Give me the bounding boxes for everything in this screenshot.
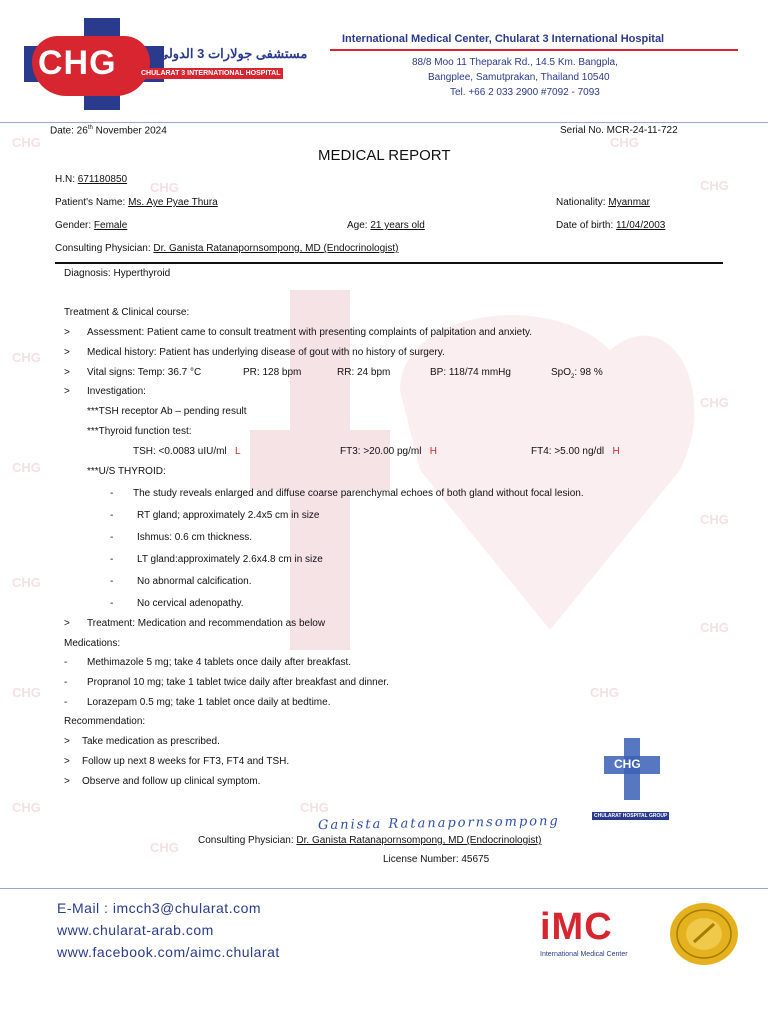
stamp-text: CHULARAT HOSPITAL GROUP	[594, 813, 668, 819]
signature-physician-value: Dr. Ganista Ratanapornsompong, MD (Endocrinologist)	[296, 835, 542, 846]
us-item-text: No cervical adenopathy.	[137, 598, 244, 609]
tsh-result	[133, 446, 241, 457]
hn-value: 671180850	[77, 174, 128, 185]
us-thyroid-heading: ***U/S THYROID:	[87, 466, 166, 477]
bullet: -	[64, 697, 68, 708]
ft4-value: FT4: >5.00 ng/dl	[531, 446, 605, 457]
license-number: License Number: 45675	[383, 854, 490, 865]
date-sup: th	[87, 125, 93, 131]
spo2-sub: 2	[571, 374, 575, 380]
treatment-heading: Treatment & Clinical course:	[64, 307, 190, 318]
patient-name-label: Patient's Name:	[55, 197, 129, 208]
report-date	[50, 125, 167, 136]
stamp-logo: CHG	[614, 757, 641, 771]
header-divider	[0, 122, 768, 123]
age-label: Age:	[347, 220, 371, 231]
ft3-value: FT3: >20.00 pg/ml	[340, 446, 422, 457]
history-text: Medical history: Patient has underlying disease of gout with no history of surgery.	[87, 347, 445, 358]
nationality-value: Myanmar	[608, 197, 650, 208]
tsh-flag: L	[235, 446, 241, 457]
bullet: >	[64, 736, 70, 747]
physician-row	[55, 243, 399, 254]
bullet: >	[64, 776, 70, 787]
physician-label: Consulting Physician:	[55, 243, 154, 254]
date-rest: November 2024	[92, 125, 167, 137]
gender-row	[55, 220, 127, 231]
footer-email: E-Mail : imcch3@chularat.com	[57, 900, 262, 916]
signature-physician	[198, 835, 542, 846]
imc-logo	[538, 906, 648, 962]
address-line-2: Bangplee, Samutprakan, Thailand 10540	[428, 72, 610, 83]
info-divider	[55, 262, 723, 264]
assessment-text: Assessment: Patient came to consult treatment with presenting complaints of palpitation and anxiety.	[87, 327, 533, 338]
age-value: 21 years old	[370, 220, 425, 231]
dob-label: Date of birth:	[556, 220, 617, 231]
bullet: >	[64, 756, 70, 767]
footer-website[interactable]: www.chularat-arab.com	[57, 922, 214, 938]
report-title: MEDICAL REPORT	[318, 147, 451, 164]
vitals-bp: BP: 118/74 mmHg	[430, 367, 511, 378]
patient-name-row	[55, 197, 218, 208]
ft4-result	[531, 446, 620, 457]
bullet: -	[110, 598, 114, 609]
age-row	[347, 220, 425, 231]
bullet: -	[110, 554, 114, 565]
vitals-pr: PR: 128 bpm	[243, 367, 302, 378]
diagnosis: Diagnosis: Hyperthyroid	[64, 268, 171, 279]
imc-logo-subtitle: International Medical Center	[540, 951, 628, 958]
patient-name-value: Ms. Aye Pyae Thura	[128, 197, 218, 208]
bullet: -	[110, 510, 114, 521]
gender-label: Gender:	[55, 220, 94, 231]
medication-text: Lorazepam 0.5 mg; take 1 tablet once daily at bedtime.	[87, 697, 331, 708]
logo-text: CHG	[38, 44, 117, 82]
tsh-receptor: ***TSH receptor Ab – pending result	[87, 406, 247, 417]
ft3-result	[340, 446, 437, 457]
recommendation-text: Take medication as prescribed.	[82, 736, 220, 747]
medication-text: Propranol 10 mg; take 1 tablet twice daily after breakfast and dinner.	[87, 677, 389, 688]
us-item-text: The study reveals enlarged and diffuse coarse parenchymal echoes of both gland without focal lesion.	[133, 488, 584, 499]
logo-subtitle: CHULARAT 3 INTERNATIONAL HOSPITAL	[138, 68, 283, 79]
recommendation-heading: Recommendation:	[64, 716, 146, 727]
hospital-name: International Medical Center, Chularat 3 International Hospital	[342, 33, 665, 45]
bullet: -	[64, 657, 68, 668]
hospital-logo	[24, 18, 308, 110]
gender-value: Female	[93, 220, 128, 231]
bullet: >	[64, 327, 70, 338]
nationality-row	[556, 197, 650, 208]
tsh-value: TSH: <0.0083 uIU/ml	[133, 446, 227, 457]
us-item-text: RT gland; approximately 2.4x5 cm in size	[137, 510, 320, 521]
spo2-label: SpO	[551, 367, 572, 378]
nationality-label: Nationality:	[556, 197, 609, 208]
serial-number: Serial No. MCR-24-11-722	[560, 125, 678, 136]
signature-physician-label: Consulting Physician:	[198, 835, 297, 846]
bullet: >	[64, 367, 70, 378]
vitals-rr: RR: 24 bpm	[337, 367, 391, 378]
vitals-temp: Vital signs: Temp: 36.7 °C	[87, 367, 202, 378]
ft4-flag: H	[612, 446, 620, 457]
bullet: -	[110, 576, 114, 587]
dob-value: 11/04/2003	[616, 220, 666, 231]
dob-row	[556, 220, 665, 231]
investigation-text: Investigation:	[87, 386, 146, 397]
us-item-text: Ishmus: 0.6 cm thickness.	[137, 532, 253, 543]
footer-facebook[interactable]: www.facebook.com/aimc.chularat	[57, 944, 280, 960]
us-item-text: LT gland:approximately 2.6x4.8 cm in size	[137, 554, 323, 565]
medication-text: Methimazole 5 mg; take 4 tablets once daily after breakfast.	[87, 657, 352, 668]
handwritten-signature: Ganista Ratanapornsompong	[317, 813, 560, 834]
us-item-text: No abnormal calcification.	[137, 576, 252, 587]
bullet: -	[110, 532, 114, 543]
header-red-line	[330, 49, 738, 51]
hn-label: H.N:	[55, 174, 78, 185]
imc-logo-text: iMC	[540, 906, 613, 948]
telephone: Tel. +66 2 033 2900 #7092 - 7093	[450, 87, 600, 98]
vitals-spo2	[551, 367, 603, 380]
accreditation-seal-icon	[668, 902, 740, 966]
spo2-value: : 98 %	[574, 367, 603, 378]
medications-heading: Medications:	[64, 638, 121, 649]
hn-row	[55, 174, 127, 185]
hospital-stamp	[592, 738, 684, 824]
ft3-flag: H	[429, 446, 438, 457]
bullet: >	[64, 618, 70, 629]
bullet: -	[110, 488, 114, 499]
logo-arabic: مستشفى جولارات 3 الدولي	[158, 46, 308, 61]
recommendation-text: Observe and follow up clinical symptom.	[82, 776, 261, 787]
address-line-1: 88/8 Moo 11 Theparak Rd., 14.5 Km. Bangpla,	[412, 57, 618, 68]
treatment-text: Treatment: Medication and recommendation as below	[87, 618, 326, 629]
date-label: Date: 26	[50, 125, 88, 137]
recommendation-text: Follow up next 8 weeks for FT3, FT4 and TSH.	[82, 756, 290, 767]
physician-value: Dr. Ganista Ratanapornsompong, MD (Endocrinologist)	[153, 243, 399, 254]
bullet: >	[64, 386, 70, 397]
bullet: >	[64, 347, 70, 358]
footer-divider	[0, 888, 768, 889]
thyroid-function-test: ***Thyroid function test:	[87, 426, 192, 437]
bullet: -	[64, 677, 68, 688]
